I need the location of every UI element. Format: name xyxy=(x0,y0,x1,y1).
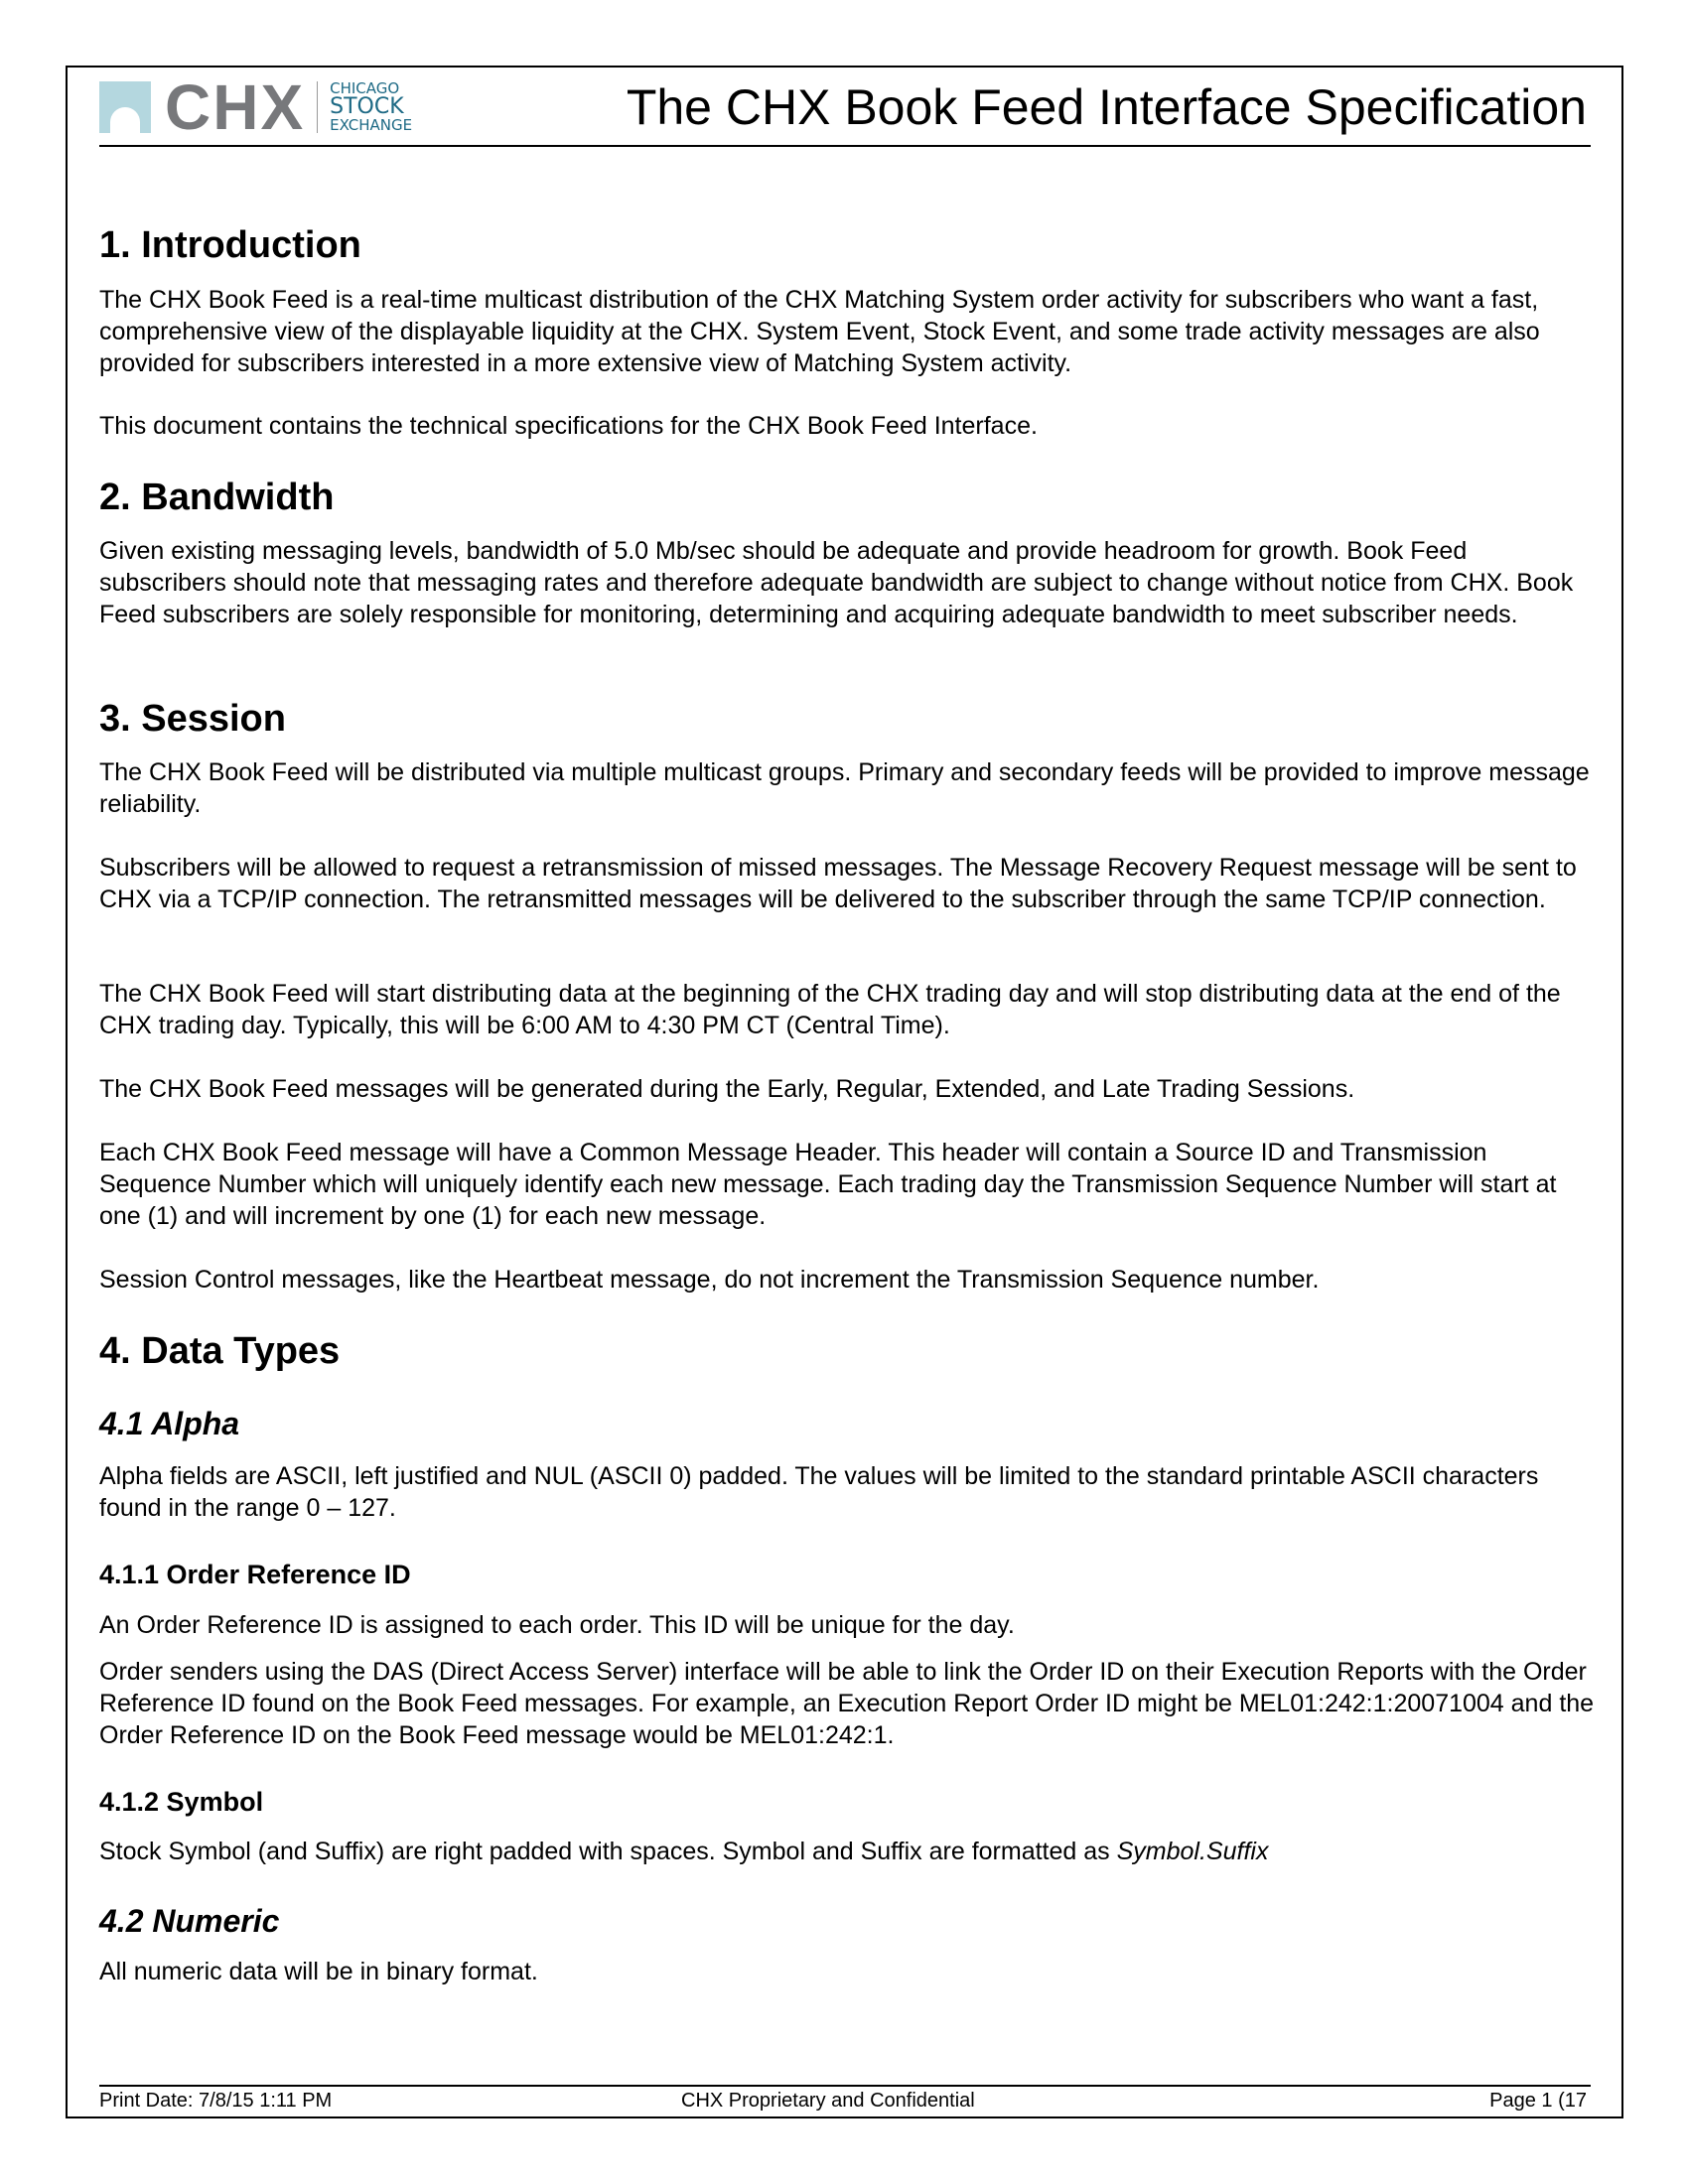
paragraph: Alpha fields are ASCII, left justified and NUL (ASCII 0) padded. The values will be limited to the standard printable ASCII characters found in the range 0 – 127. xyxy=(99,1462,1539,1522)
symbol-format: Symbol.Suffix xyxy=(1116,1838,1269,1865)
logo-word: STOCK xyxy=(330,94,404,119)
paragraph: The CHX Book Feed will start distributing data at the beginning of the CHX trading day and will stop distributing data at the end of the CHX trading day. Typically, this will be 6:00 AM to 4:30 PM CT (Central Time). xyxy=(99,980,1561,1039)
paragraph: The CHX Book Feed messages will be generated during the Early, Regular, Extended, and Late Trading Sessions. xyxy=(99,1075,1355,1103)
logo-word: CHICAGO xyxy=(330,79,400,97)
paragraph: The CHX Book Feed will be distributed via multiple multicast groups. Primary and secondary feeds will be provided to improve message reliability. xyxy=(99,758,1590,818)
paragraph: Given existing messaging levels, bandwidth of 5.0 Mb/sec should be adequate and provide headroom for growth. Book Feed subscribers should note that messaging rates and therefore adequate bandwidth are subject to change without notice from CHX. Book Feed subscribers are solely responsible for monitoring, determining and acquiring adequate bandwidth to meet subscriber needs. xyxy=(99,537,1574,628)
logo-divider xyxy=(317,81,318,133)
heading-symbol: 4.1.2 Symbol xyxy=(99,1787,264,1817)
heading-introduction: 1. Introduction xyxy=(99,224,361,266)
footer-rule xyxy=(99,2085,1591,2087)
heading-alpha: 4.1 Alpha xyxy=(99,1406,240,1441)
logo-chx-text: CHX xyxy=(165,71,306,143)
heading-numeric: 4.2 Numeric xyxy=(99,1903,280,1939)
paragraph: An Order Reference ID is assigned to each order. This ID will be unique for the day. xyxy=(99,1611,1015,1639)
footer-print-date: Print Date: 7/8/15 1:11 PM xyxy=(99,2090,333,2112)
heading-bandwidth: 2. Bandwidth xyxy=(99,477,335,518)
chx-logo xyxy=(99,71,413,143)
paragraph: All numeric data will be in binary format. xyxy=(99,1958,538,1985)
arch-icon xyxy=(99,81,151,133)
logo-words xyxy=(330,80,412,134)
footer-confidential: CHX Proprietary and Confidential xyxy=(681,2090,975,2112)
footer-page-number: Page 1 (17 xyxy=(1489,2090,1587,2112)
heading-data-types: 4. Data Types xyxy=(99,1330,341,1372)
document-title: The CHX Book Feed Interface Specification xyxy=(626,79,1587,135)
paragraph xyxy=(99,1836,1599,1867)
paragraph: This document contains the technical specifications for the CHX Book Feed Interface. xyxy=(99,412,1038,440)
logo-word: EXCHANGE xyxy=(330,116,413,134)
paragraph: Session Control messages, like the Heartbeat message, do not increment the Transmission Sequence number. xyxy=(99,1266,1320,1294)
heading-order-reference-id: 4.1.1 Order Reference ID xyxy=(99,1560,411,1589)
paragraph: Subscribers will be allowed to request a retransmission of missed messages. The Message Recovery Request message will be sent to CHX via a TCP/IP connection. The retransmitted messages will be delivered to the subscriber through the same TCP/IP connection. xyxy=(99,854,1577,913)
symbol-text: Stock Symbol (and Suffix) are right padded with spaces. Symbol and Suffix are formatted as xyxy=(99,1838,1117,1865)
paragraph: Each CHX Book Feed message will have a Common Message Header. This header will contain a Source ID and Transmission Sequence Number which will uniquely identify each new message. Each trading day the Transmission Sequence Number will start at one (1) and will increment by one (1) for each new message. xyxy=(99,1139,1557,1230)
paragraph: Order senders using the DAS (Direct Access Server) interface will be able to link the Order ID on their Execution Reports with the Order Reference ID found on the Book Feed messages. For example, an Execution Report Order ID might be MEL01:242:1:20071004 and the Order Reference ID on the Book Feed message would be MEL01:242:1. xyxy=(99,1658,1595,1749)
heading-session: 3. Session xyxy=(99,698,286,740)
paragraph: The CHX Book Feed is a real-time multicast distribution of the CHX Matching System order activity for subscribers who want a fast, comprehensive view of the displayable liquidity at the CHX. System Event, Stock Event, and some trade activity messages are also provided for subscribers interested in a more extensive view of Matching System activity. xyxy=(99,286,1540,377)
header-rule xyxy=(99,145,1591,147)
